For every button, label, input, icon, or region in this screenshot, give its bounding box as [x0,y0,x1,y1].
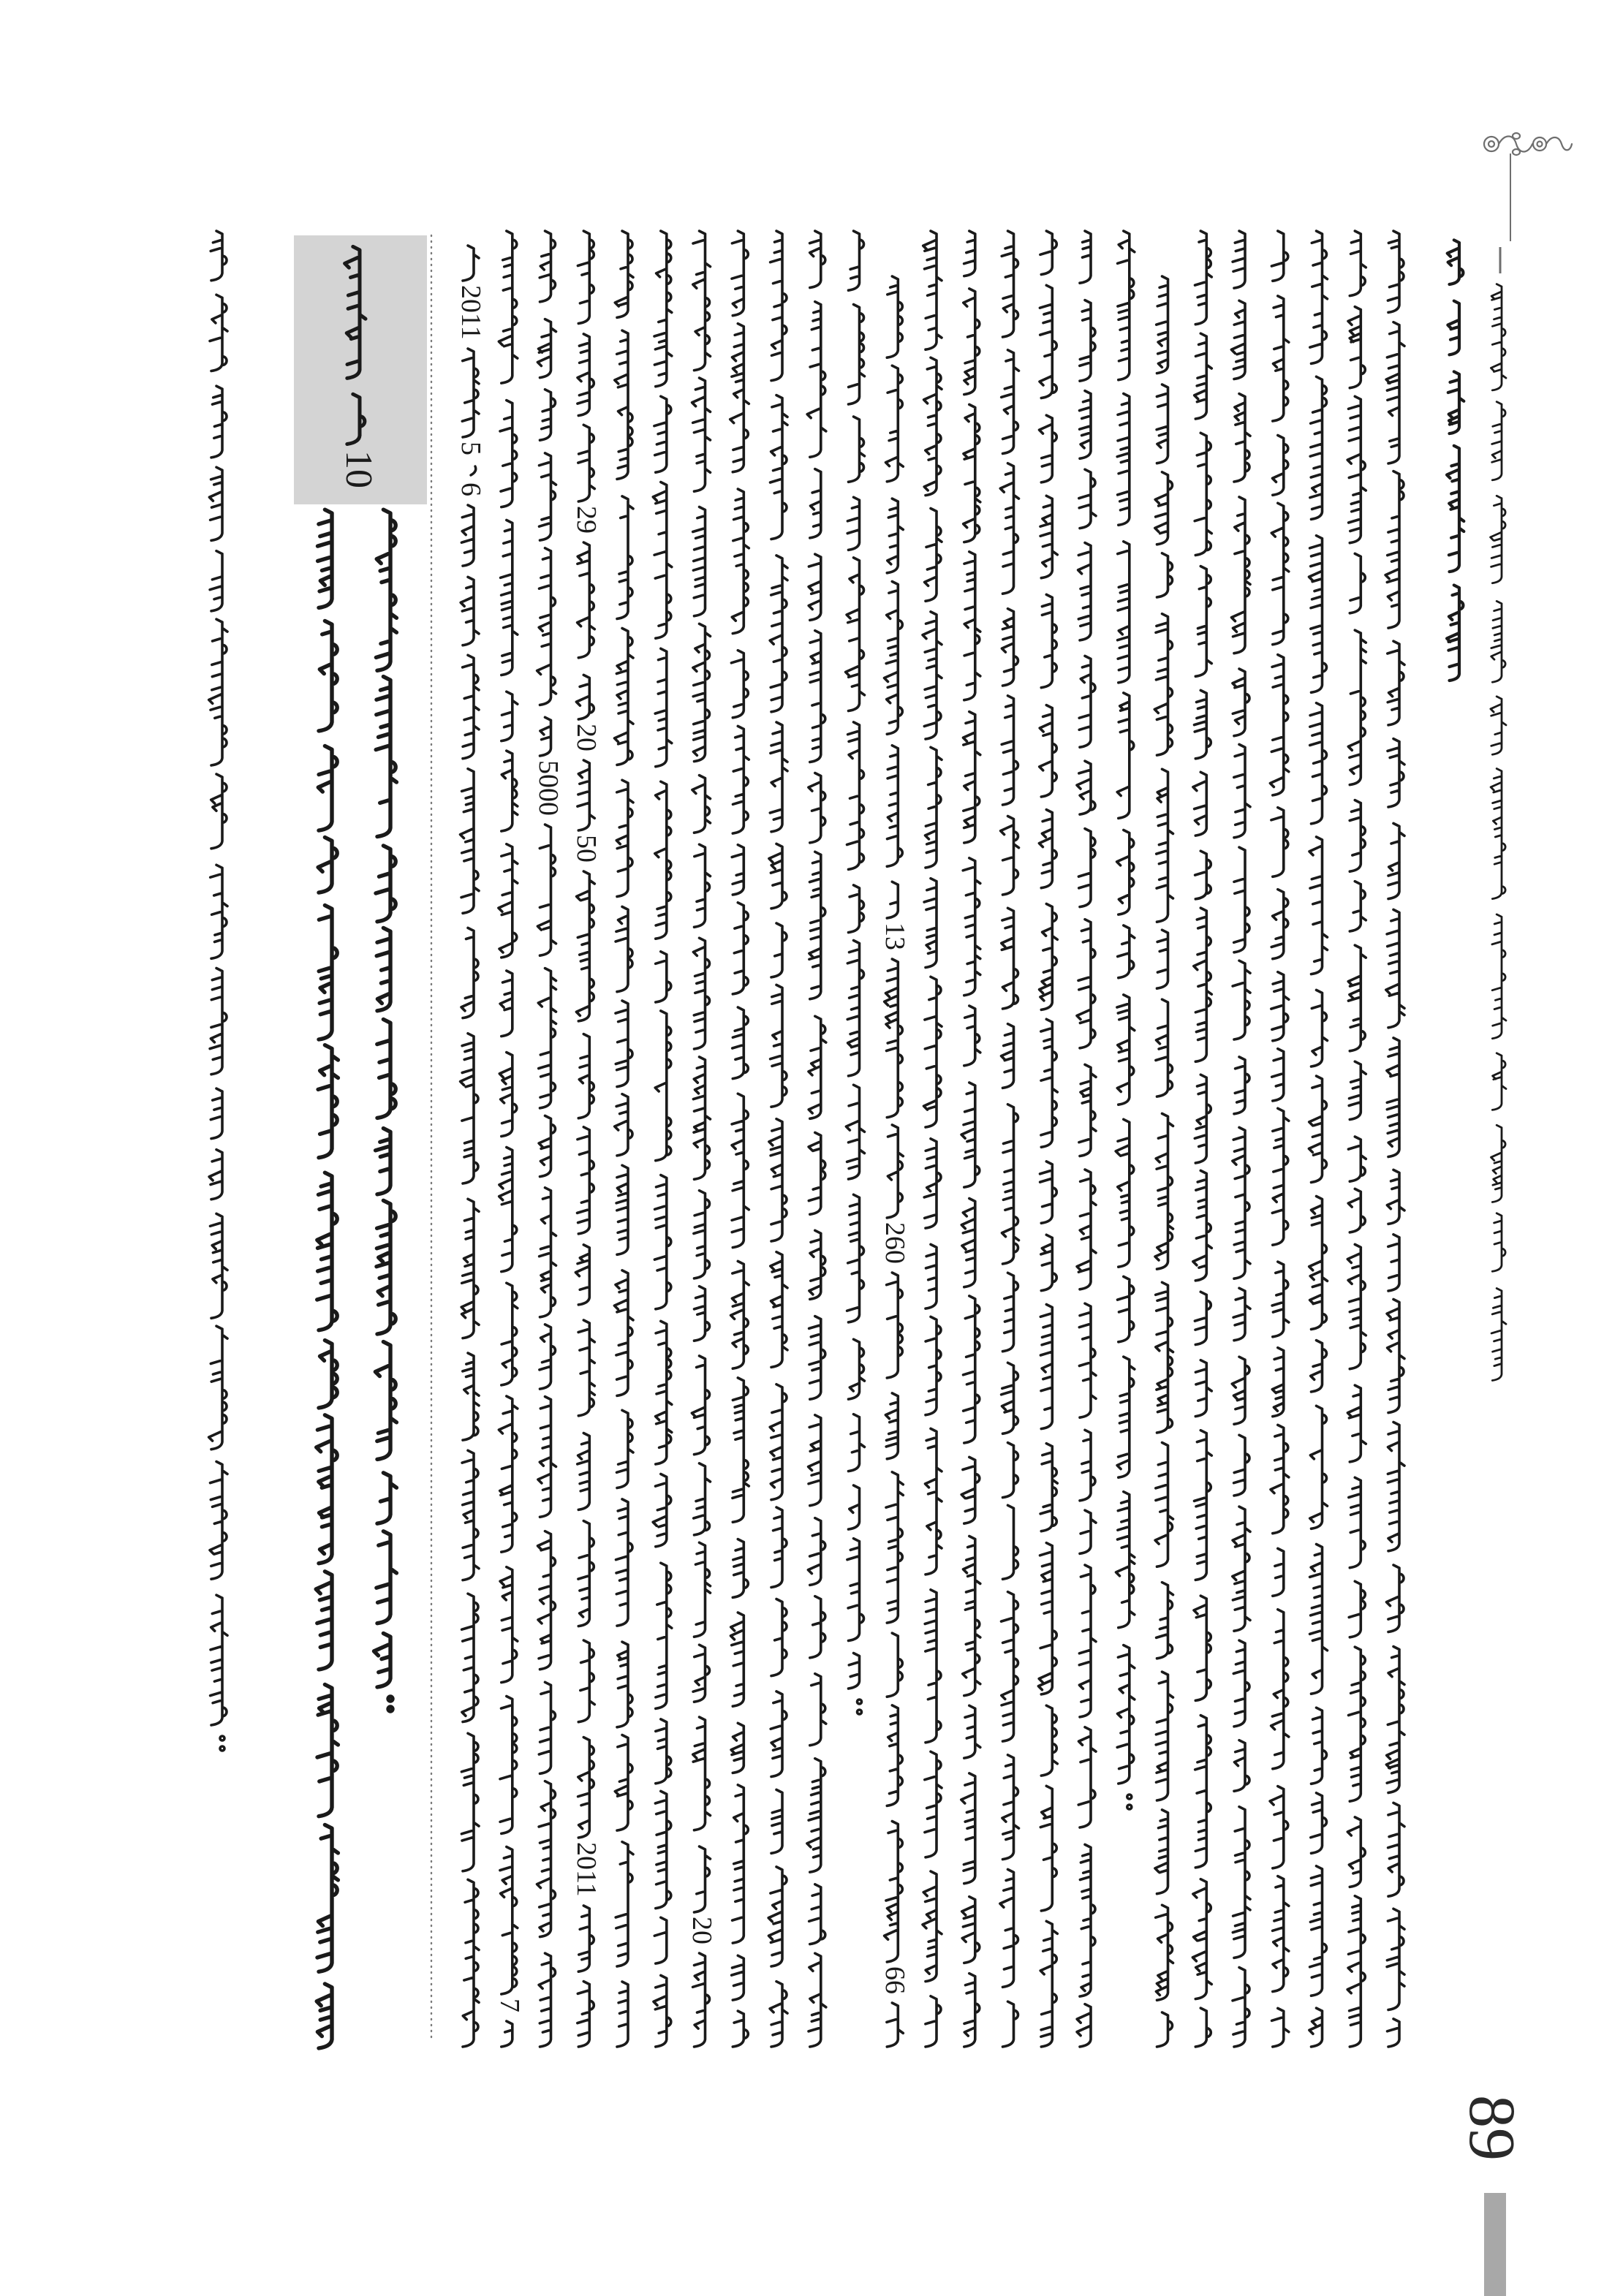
body-text-column [1154,276,1173,2047]
running-header-column [1447,240,1464,681]
body-text-column [1116,231,1135,1809]
inline-number: 66 [879,1966,910,1994]
script-strokes [885,276,904,2047]
inline-number: 5000 [533,760,564,816]
text-column [209,231,227,1751]
body-text-column [1270,231,1289,2047]
script-strokes [768,231,787,2047]
body-text-column [1077,231,1096,2047]
example-number: 10 [338,450,379,488]
script-strokes [1000,231,1019,2047]
example-heading-column [374,509,397,1711]
body-text-column [1231,231,1250,2047]
script-strokes [1154,276,1173,2047]
script-strokes [499,231,518,2047]
inline-number: 20 [571,724,602,751]
script-strokes [1447,240,1464,681]
body-text-column [807,231,826,2047]
body-text-column [1347,231,1366,2047]
body-text-column [1038,231,1057,2047]
script-strokes [461,246,480,2047]
script-strokes [1491,284,1506,1381]
script-strokes [1077,231,1096,2047]
inline-number: 13 [879,922,910,950]
comma-mark [471,466,476,475]
body-text-column [961,231,980,2047]
example-heading-column [316,509,338,2048]
body-text-column [885,276,904,2047]
inline-number: 2011 [571,1842,602,1897]
body-text-column [692,231,710,2047]
body-text-column [923,231,942,2047]
script-strokes [923,231,942,2047]
script-strokes [692,231,710,2047]
body-text-column [730,231,749,2047]
header-ornament [1484,133,1572,155]
script-strokes [653,231,672,2047]
script-strokes [209,231,227,1751]
script-strokes [1116,231,1135,1809]
script-strokes [961,231,980,2047]
body-text-column [1000,231,1019,2047]
thumb-index-tab [1484,2193,1506,2296]
script-strokes [730,231,749,2047]
body-text-column [499,231,518,2047]
body-text-column [653,231,672,2047]
script-strokes [846,231,865,1714]
inline-number: 7 [494,1998,525,2012]
inline-number: 29 [571,506,602,534]
body-text-column [537,231,556,2047]
body-text-column [846,231,865,1714]
body-text-column [614,231,633,2047]
running-header-column [1491,284,1506,1381]
script-strokes [1347,231,1366,2047]
body-text-column [1309,231,1327,2047]
script-strokes [575,231,594,2047]
body-text-column [575,231,594,2047]
script-strokes [316,509,338,2048]
inline-number: 260 [879,1222,910,1264]
body-text-column [1192,231,1211,2047]
script-strokes [1385,231,1404,2047]
script-strokes [1192,231,1211,2047]
inline-number: 5 [455,442,486,455]
inline-number: 20 [686,1917,717,1944]
script-strokes [1231,231,1250,2047]
script-strokes [1270,231,1289,2047]
script-strokes [537,231,556,2047]
body-text-column [461,246,480,2047]
script-strokes [374,509,397,1711]
inline-number: 6 [455,482,486,496]
page-number: 89 [1456,2095,1528,2161]
script-strokes [614,231,633,2047]
inline-number: 2011 [455,285,486,340]
script-strokes [1038,231,1057,2047]
script-strokes [807,231,826,2047]
body-text-column [768,231,787,2047]
body-text-column [1385,231,1404,2047]
inline-number: 50 [571,835,602,863]
script-strokes [1309,231,1327,2047]
